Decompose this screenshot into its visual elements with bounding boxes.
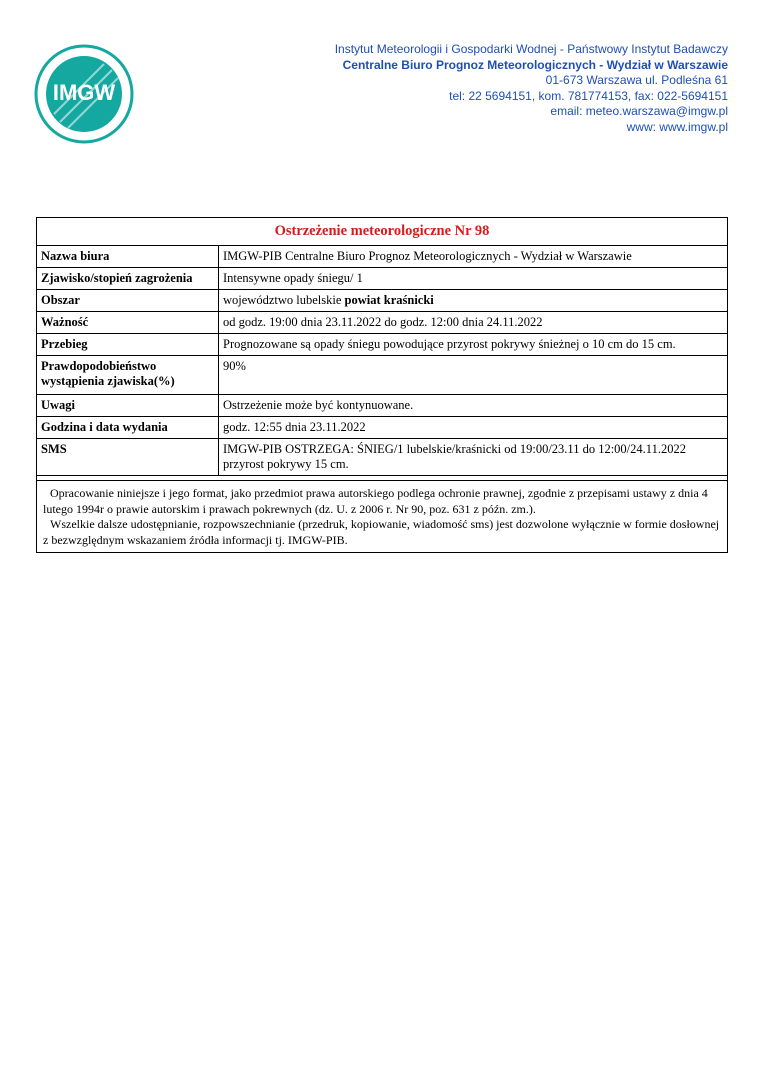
area-value — [219, 290, 727, 311]
office-value: IMGW-PIB Centralne Biuro Prognoz Meteorologicznych - Wydział w Warszawie — [223, 249, 632, 263]
phenomenon-label: Zjawisko/stopień zagrożenia — [37, 268, 219, 289]
row-office — [37, 246, 727, 268]
logo-text: IMGW — [52, 80, 116, 105]
imgw-logo — [34, 44, 134, 144]
row-course — [37, 334, 727, 356]
phenomenon-value: Intensywne opady śniegu/ 1 — [223, 271, 363, 285]
course-label: Przebieg — [37, 334, 219, 355]
row-phenomenon — [37, 268, 727, 290]
row-probability — [37, 356, 727, 395]
probability-value: 90% — [223, 359, 246, 373]
office-label: Nazwa biura — [37, 246, 219, 267]
validity-label: Ważność — [37, 312, 219, 333]
remarks-value: Ostrzeżenie może być kontynuowane. — [223, 398, 414, 412]
warning-table — [36, 217, 728, 553]
probability-label: Prawdopodobieństwo wystąpienia zjawiska(%) — [37, 356, 219, 394]
remarks-label: Uwagi — [37, 395, 219, 416]
institute-header — [335, 42, 728, 135]
website: www: www.imgw.pl — [626, 119, 728, 134]
course-value: Prognozowane są opady śniegu powodujące przyrost pokrywy śnieżnej o 10 cm do 15 cm. — [223, 337, 676, 351]
row-sms — [37, 439, 727, 476]
area-value-bold: powiat kraśnicki — [344, 293, 434, 307]
issued-value: godz. 12:55 dnia 23.11.2022 — [223, 420, 366, 434]
email: email: meteo.warszawa@imgw.pl — [550, 104, 728, 118]
row-issued — [37, 417, 727, 439]
area-value-plain: województwo lubelskie — [223, 293, 345, 307]
notice-paragraph-1: Opracowanie niniejsze i jego format, jako przedmiot prawa autorskiego podlega ochronie prawnej, zgodnie z przepisami ustawy z dnia 4 lutego 1994r o prawie autorskim i prawach pokrewnych (dz. U. z 2006 r. Nr 90, poz. 631 z późn. zm.). — [43, 486, 708, 516]
phone-fax: tel: 22 5694151, kom. 781774153, fax: 022-5694151 — [449, 88, 728, 103]
row-remarks — [37, 395, 727, 417]
sms-label: SMS — [37, 439, 219, 475]
institute-name: Instytut Meteorologii i Gospodarki Wodnej - Państwowy Instytut Badawczy — [334, 42, 728, 56]
validity-value: od godz. 19:00 dnia 23.11.2022 do godz. 12:00 dnia 24.11.2022 — [223, 315, 543, 329]
row-validity — [37, 312, 727, 334]
sms-value: IMGW-PIB OSTRZEGA: ŚNIEG/1 lubelskie/kraśnicki od 19:00/23.11 do 12:00/24.11.2022 przyrost pokrywy 15 cm. — [223, 442, 686, 471]
issued-label: Godzina i data wydania — [37, 417, 219, 438]
notice-paragraph-2: Wszelkie dalsze udostępnianie, rozpowszechnianie (przedruk, kopiowanie, wiadomość sms) jest dozwolone wyłącznie w formie dosłownej z bezwzględnym wskazaniem źródła informacji tj. IMGW-PIB. — [43, 517, 720, 547]
area-label: Obszar — [37, 290, 219, 311]
warning-title: Ostrzeżenie meteorologiczne Nr 98 — [37, 218, 727, 246]
bureau-name: Centralne Biuro Prognoz Meteorologicznych - Wydział w Warszawie — [342, 57, 728, 72]
address: 01-673 Warszawa ul. Podleśna 61 — [545, 73, 728, 87]
copyright-notice — [37, 481, 727, 552]
row-area — [37, 290, 727, 312]
